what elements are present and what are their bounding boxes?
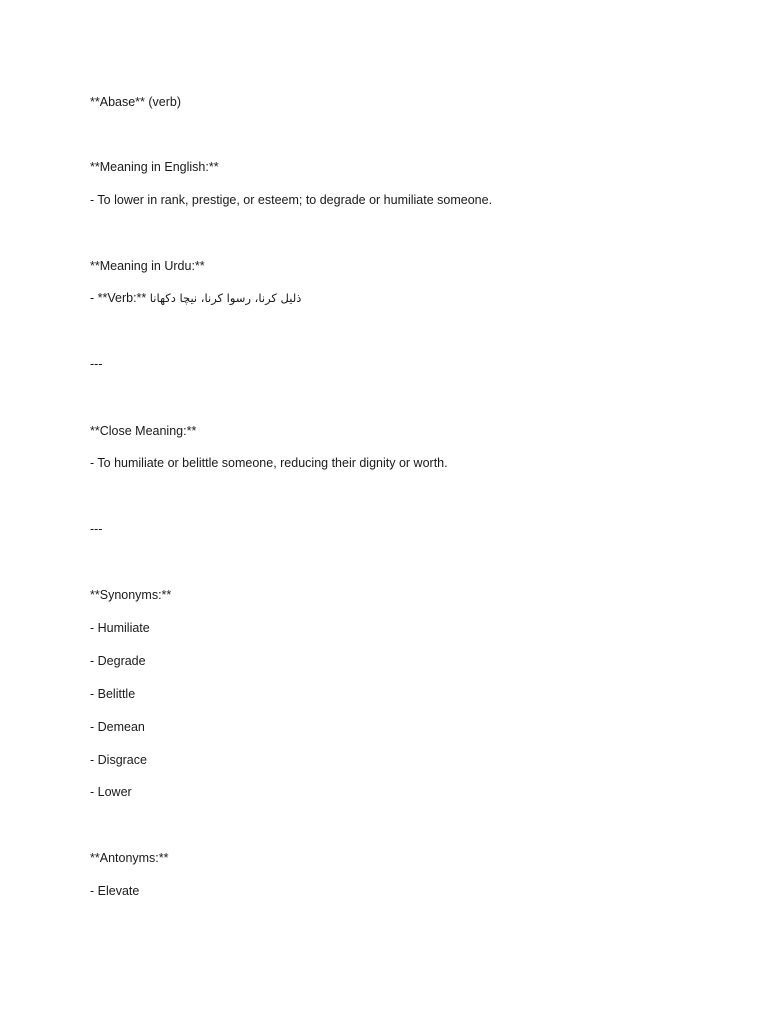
synonym-item: - Demean: [90, 720, 145, 734]
antonyms-heading: **Antonyms:**: [90, 851, 169, 865]
urdu-verb-prefix: - **Verb:**: [90, 291, 147, 305]
antonym-item: - Elevate: [90, 884, 140, 898]
close-meaning-heading: **Close Meaning:**: [90, 424, 197, 438]
close-meaning-text: - To humiliate or belittle someone, reducing their dignity or worth.: [90, 456, 448, 470]
word-title: **Abase** (verb): [90, 95, 182, 109]
synonym-item: - Belittle: [90, 687, 136, 701]
synonyms-heading: **Synonyms:**: [90, 588, 172, 602]
separator: ---: [90, 357, 103, 371]
synonym-item: - Humiliate: [90, 621, 150, 635]
english-meaning-heading: **Meaning in English:**: [90, 160, 219, 174]
separator: ---: [90, 522, 103, 536]
english-meaning-text: - To lower in rank, prestige, or esteem; to degrade or humiliate someone.: [90, 193, 493, 207]
urdu-meaning-heading: **Meaning in Urdu:**: [90, 259, 205, 273]
synonym-item: - Degrade: [90, 654, 146, 668]
urdu-meaning-text: ذلیل کرنا، رسوا کرنا، نیچا دکھانا: [149, 291, 302, 305]
synonym-item: - Lower: [90, 785, 132, 799]
synonym-item: - Disgrace: [90, 753, 147, 767]
urdu-meaning-line: [90, 290, 301, 306]
